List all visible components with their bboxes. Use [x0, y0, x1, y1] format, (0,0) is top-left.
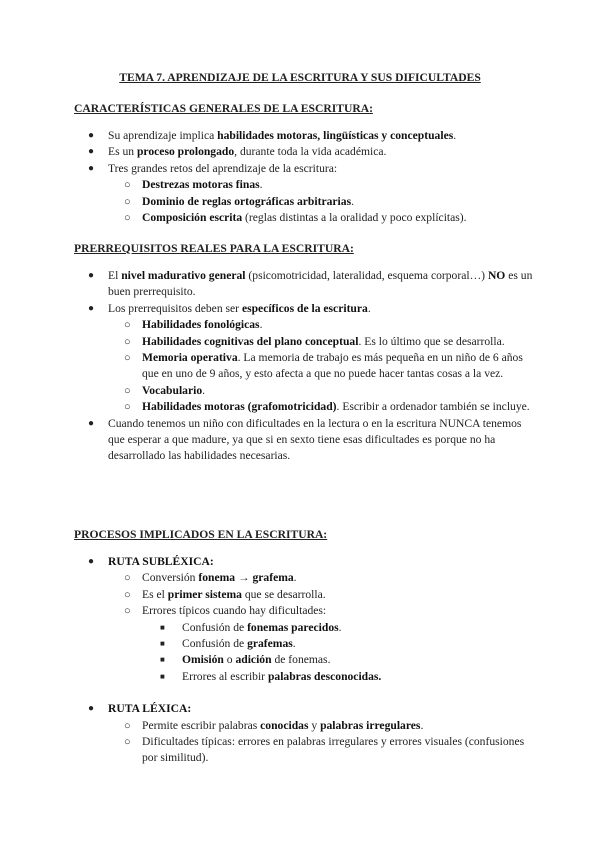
- text-run: Tres grandes retos del aprendizaje de la escritura:: [108, 161, 338, 175]
- bold-text: palabras irregulares: [320, 718, 421, 732]
- text-run: .: [293, 571, 297, 585]
- filled-square-bullet-icon: ■: [160, 639, 165, 649]
- bold-text: Memoria operativa: [142, 351, 238, 365]
- bold-text: conocidas: [260, 718, 309, 732]
- hollow-circle-bullet-icon: ○: [124, 212, 131, 225]
- bold-text: palabras desconocidas.: [267, 669, 382, 683]
- section-heading-prerrequisitos: PRERREQUISITOS REALES PARA LA ESCRITURA:: [74, 242, 354, 255]
- bold-text: grafema: [252, 571, 294, 585]
- text-run: →: [235, 571, 253, 585]
- filled-square-bullet-icon: ■: [160, 655, 165, 665]
- bold-text: específicos de la escritura: [241, 301, 368, 315]
- hollow-circle-bullet-icon: ○: [124, 736, 131, 749]
- bold-text: Composición escrita: [142, 211, 243, 225]
- text-run: Cuando tenemos un niño con dificultades en la lectura o en la escritura NUNCA tenemos que esperar a que madure, ya que si en sexto tiene esas dificultades es porque no ha desarrollado las habilidades necesarias.: [108, 416, 522, 463]
- text-run: . La memoria de trabajo es más pequeña en un niño de 6 años que en uno de 9 años, y esto afecta a que no puede hacer tantas cosas a la vez.: [142, 351, 523, 381]
- text-run: o: [223, 653, 236, 667]
- text-run: Confusión de: [182, 620, 248, 634]
- list-item: [74, 301, 534, 317]
- bold-text: RUTA LÉXICA:: [108, 702, 192, 716]
- hollow-circle-bullet-icon: ○: [124, 384, 131, 397]
- bold-text: proceso prolongado: [136, 145, 235, 159]
- text-run: Su aprendizaje implica: [108, 129, 218, 142]
- hollow-circle-bullet-icon: ○: [124, 588, 131, 601]
- text-run: (psicomotricidad, lateralidad, esquema corporal…): [245, 269, 488, 282]
- section-heading-procesos: PROCESOS IMPLICADOS EN LA ESCRITURA:: [74, 528, 328, 541]
- text-run: El: [108, 269, 122, 282]
- list-item: [74, 570, 534, 586]
- filled-circle-bullet-icon: ●: [88, 270, 95, 281]
- document-title: TEMA 7. APRENDIZAJE DE LA ESCRITURA Y SUS DIFICULTADES: [119, 71, 481, 84]
- hollow-circle-bullet-icon: ○: [124, 195, 131, 208]
- list-item: [74, 268, 534, 301]
- text-run: Confusión de: [182, 637, 248, 651]
- bold-text: Habilidades fonológicas: [142, 318, 260, 332]
- bold-text: fonemas parecidos: [247, 620, 339, 634]
- text-run: , durante toda la vida académica.: [234, 145, 387, 159]
- text-run: .: [338, 620, 342, 634]
- bold-text: RUTA SUBLÉXICA:: [108, 555, 214, 568]
- bold-text: Dominio de reglas ortográficas arbitrarias: [142, 194, 352, 208]
- hollow-circle-bullet-icon: ○: [124, 352, 131, 365]
- filled-circle-bullet-icon: ●: [88, 162, 95, 174]
- text-run: Dificultades típicas: errores en palabras irregulares y errores visuales (confusiones por similitud).: [142, 735, 525, 765]
- text-run: Es el: [142, 587, 168, 601]
- hollow-circle-bullet-icon: ○: [124, 401, 131, 414]
- text-run: y: [308, 718, 321, 732]
- list-item: [74, 383, 534, 399]
- text-run: (reglas distintas a la oralidad y poco explícitas).: [242, 211, 467, 225]
- text-run: Conversión: [142, 571, 199, 585]
- filled-square-bullet-icon: ■: [160, 622, 165, 632]
- text-run: .: [453, 129, 457, 142]
- list-item: [74, 210, 534, 226]
- list-item: [74, 161, 534, 177]
- hollow-circle-bullet-icon: ○: [124, 605, 131, 618]
- text-run: .: [259, 318, 263, 332]
- bold-text: adición: [235, 653, 272, 667]
- list-item: [74, 620, 534, 636]
- text-run: que se desarrolla.: [241, 587, 326, 601]
- text-run: Errores típicos cuando hay dificultades:: [142, 604, 327, 618]
- text-run: de fonemas.: [271, 653, 331, 667]
- list-item: [74, 734, 534, 767]
- list-item: [74, 652, 534, 668]
- filled-circle-bullet-icon: ●: [88, 417, 95, 429]
- filled-circle-bullet-icon: ●: [88, 146, 95, 158]
- text-run: .: [420, 718, 424, 732]
- list-item: [74, 144, 534, 160]
- list-item: [74, 554, 534, 570]
- text-run: Permite escribir palabras: [142, 718, 261, 732]
- list-item: [74, 128, 534, 144]
- hollow-circle-bullet-icon: ○: [124, 719, 131, 732]
- text-run: Los prerrequisitos deben ser: [108, 301, 242, 315]
- section-list-prerrequisitos: [74, 268, 534, 465]
- list-item: [74, 399, 534, 415]
- hollow-circle-bullet-icon: ○: [124, 335, 131, 348]
- bold-text: Vocabulario: [142, 383, 203, 397]
- section-heading-caracteristicas: CARACTERÍSTICAS GENERALES DE LA ESCRITURA:: [74, 102, 373, 115]
- hollow-circle-bullet-icon: ○: [124, 572, 131, 585]
- list-item: [74, 701, 534, 717]
- list-item: [74, 194, 534, 210]
- bold-text: habilidades motoras, lingüísticas y conceptuales: [217, 129, 454, 142]
- list-item: [74, 334, 534, 350]
- text-run: .: [259, 178, 263, 192]
- bold-text: fonema: [198, 571, 236, 585]
- list-item: [74, 177, 534, 193]
- text-run: Errores al escribir: [182, 669, 268, 683]
- text-run: .: [202, 383, 206, 397]
- list-item: [74, 603, 534, 619]
- list-item: [74, 669, 534, 685]
- bold-text: grafemas: [247, 637, 293, 651]
- bold-text: primer sistema: [167, 587, 242, 601]
- filled-circle-bullet-icon: ●: [88, 703, 95, 715]
- list-item: [74, 587, 534, 603]
- filled-circle-bullet-icon: ●: [88, 130, 95, 141]
- list-item: [74, 350, 534, 383]
- text-run: Es un: [108, 145, 137, 159]
- section-list-caracteristicas: [74, 128, 534, 226]
- filled-square-bullet-icon: ■: [160, 671, 165, 681]
- hollow-circle-bullet-icon: ○: [124, 319, 131, 332]
- list-spacer: [74, 685, 534, 701]
- section-list-procesos: [74, 554, 534, 767]
- text-run: es un buen prerrequisito.: [108, 269, 533, 299]
- list-item: [74, 636, 534, 652]
- filled-circle-bullet-icon: ●: [88, 302, 95, 314]
- text-run: . Es lo último que se desarrolla.: [358, 334, 505, 348]
- bold-text: NO: [487, 269, 506, 282]
- bold-text: nivel madurativo general: [121, 269, 246, 282]
- hollow-circle-bullet-icon: ○: [124, 179, 131, 192]
- bold-text: Destrezas motoras finas: [142, 178, 260, 192]
- bold-text: Habilidades cognitivas del plano conceptual: [142, 334, 359, 348]
- text-run: . Escribir a ordenador también se incluye.: [336, 400, 530, 414]
- bold-text: Habilidades motoras (grafomotricidad): [142, 400, 337, 414]
- text-run: .: [292, 637, 296, 651]
- text-run: .: [351, 194, 354, 208]
- list-item: [74, 317, 534, 333]
- filled-circle-bullet-icon: ●: [88, 556, 95, 567]
- text-run: .: [367, 301, 371, 315]
- list-item: [74, 416, 534, 465]
- list-item: [74, 718, 534, 734]
- bold-text: Omisión: [182, 653, 224, 667]
